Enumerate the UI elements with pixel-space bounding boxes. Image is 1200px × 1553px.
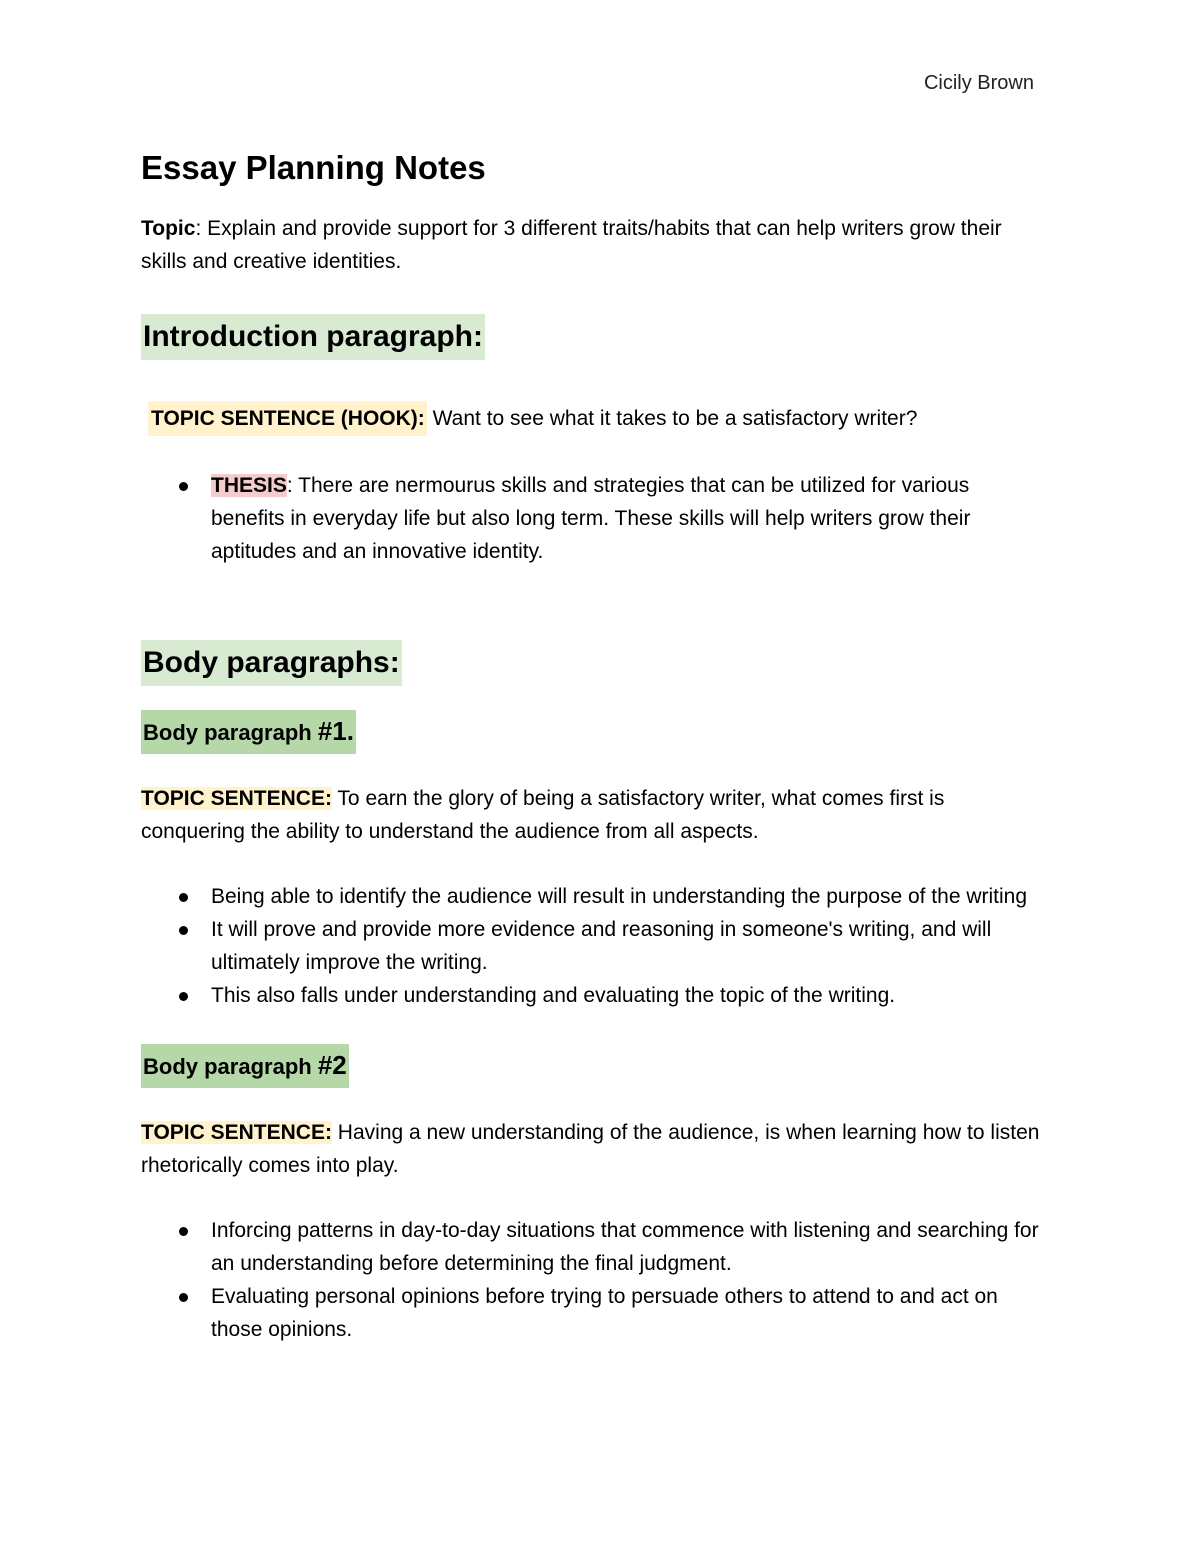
bullet-icon [179,992,188,1001]
list-item-text: This also falls under understanding and evaluating the topic of the writing. [211,984,896,1007]
bullet-icon [179,1227,188,1236]
list-item [141,880,1046,913]
body-paragraph-1-heading [141,710,356,754]
hook-paragraph [148,402,1046,435]
body-paragraph-1-topic-sentence [141,782,1046,848]
list-item [141,469,1046,568]
list-item-text: It will prove and provide more evidence and reasoning in someone's writing, and will ultimately improve the writing. [211,918,992,974]
body-paragraph-1-number: #1. [317,716,354,746]
list-item [141,1214,1046,1280]
thesis-text: : There are nermourus skills and strategies that can be utilized for various benefits in everyday life but also long term. These skills will help writers grow their aptitudes and an innovative identity. [211,474,971,563]
list-item-text: Being able to identify the audience will result in understanding the purpose of the writing [211,885,1028,908]
document-body [141,140,1046,1346]
body-paragraph-2-topic-sentence [141,1116,1046,1182]
bullet-icon [179,482,188,491]
hook-text: Want to see what it takes to be a satisfactory writer? [426,407,918,430]
thesis-label: THESIS [211,474,287,497]
body-paragraph-2-heading [141,1044,349,1088]
topic-label: Topic [141,217,196,240]
body-paragraph-2-heading-text: Body paragraph [143,1054,318,1079]
body-paragraph-2-number: #2 [317,1050,347,1080]
list-item [141,1280,1046,1346]
topic-sentence-label: TOPIC SENTENCE: [141,1121,332,1144]
list-item [141,913,1046,979]
topic-sentence-text: Having a new understanding of the audience, is when learning how to listen rhetorically comes into play. [141,1121,1040,1177]
bullet-icon [179,926,188,935]
body-paragraph-2-bullets [141,1214,1046,1346]
document-title: Essay Planning Notes [141,149,486,186]
list-item-text: Inforcing patterns in day-to-day situations that commence with listening and searching for an understanding before determining the final judgment. [211,1219,1039,1275]
intro-heading: Introduction paragraph: [141,314,485,360]
bullet-icon [179,1293,188,1302]
topic-sentence-text: To earn the glory of being a satisfactory writer, what comes first is conquering the ability to understand the audience from all aspects. [141,787,945,843]
body-paragraph-1-heading-text: Body paragraph [143,720,318,745]
bullet-icon [179,893,188,902]
topic-text: : Explain and provide support for 3 different traits/habits that can help writers grow their skills and creative identities. [141,217,1002,273]
topic-paragraph [141,212,1046,278]
list-item [141,979,1046,1012]
topic-sentence-label: TOPIC SENTENCE: [141,787,332,810]
list-item-text: Evaluating personal opinions before trying to persuade others to attend to and act on those opinions. [211,1285,998,1341]
body-heading: Body paragraphs: [141,640,402,686]
thesis-list [141,469,1046,568]
author-name: Cicily Brown [923,72,1034,94]
hook-label: TOPIC SENTENCE (HOOK): [148,401,427,436]
body-paragraph-1-bullets [141,880,1046,1012]
